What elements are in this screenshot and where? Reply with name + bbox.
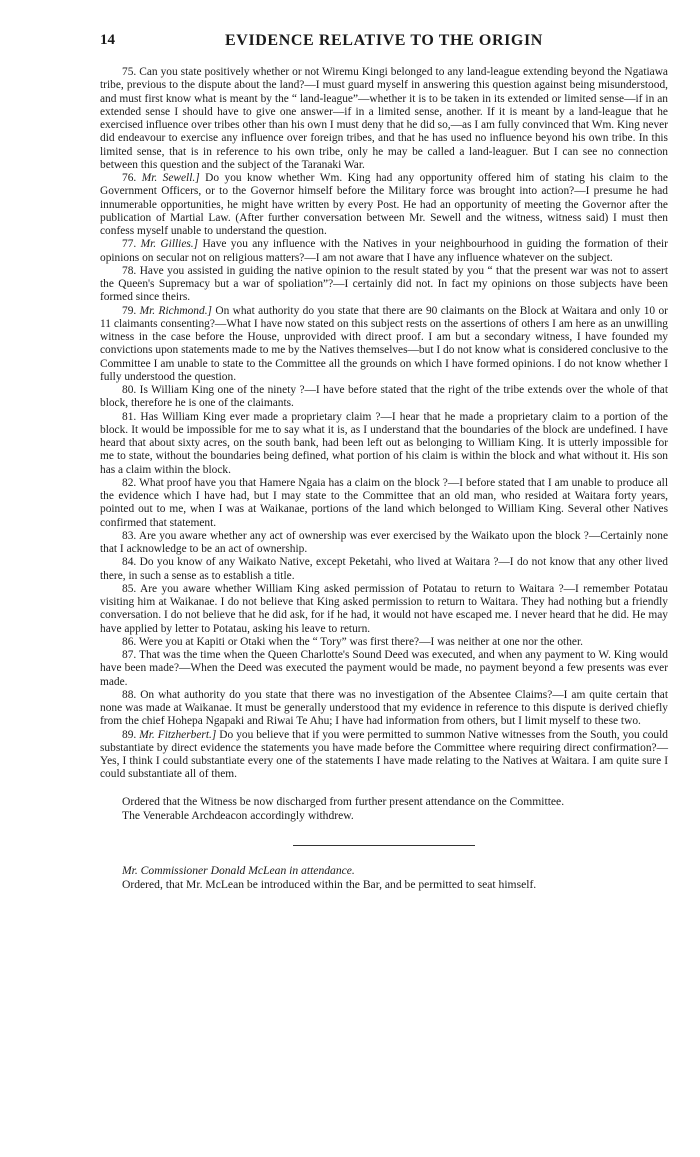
question-answer-text: Has William King ever made a proprietary claim ?—I hear that he made a proprietary claim to a portion of the block. It would be impossible for me to say what it is, as I understand that the boundaries of the block are undefined. I have heard that about sixty acres, on the south bank, had been left out as belonging to William King. It is utterly impossible for me to state, without the boundaries being defined, what portion of his claim is within the block and what without it. His son has a claim within the block. bbox=[100, 410, 668, 476]
question-answer-text: Do you know whether Wm. King had any opportunity offered him of stating his claim to the Government Officers, or to the Governor himself before the Military force was brought into action?—I presume he had innumerable opportunities, he might have written by every Post. He had an opportunity of meeting the Governor after the publication of Martial Law. (After further conversation between Mr. Sewell and the witness, witness said) I must then confess myself unable to understand the question. bbox=[100, 172, 668, 237]
attendance-section bbox=[100, 864, 668, 892]
evidence-paragraph bbox=[100, 556, 668, 583]
question-answer-text: Are you aware whether William King asked permission of Potatau to return to Waitara ?—I remember Potatau visiting him at Waikanae. I do not believe that King asked permission to return to Waitara. They had nothing but a friendly conversation. I do not believe that he did ask, for if he had, it would not have escaped me. I never heard that he did. He may have applied by letter to Potatau, asking his leave to return. bbox=[100, 582, 668, 635]
question-answer-text: On what authority do you state that there are 90 claimants on the Block at Waitara and only 10 or 11 claimants consenting?—What I have now stated on this subject rests on the assertions of others I am here as an unwilling witness in the case before the House, unprovided with direct proof. I am but a secondary witness, I have founded my convictions upon statements made to me by the Natives themselves—but I do not know what is considered conclusive to the Committee I am unable to state to the Committee all the grounds on which I have formed opinions. I do not know whether I fully understood the question. bbox=[100, 304, 668, 383]
questioner-name: Mr. Sewell.] bbox=[141, 172, 200, 184]
evidence-paragraph bbox=[100, 305, 668, 385]
evidence-paragraph bbox=[100, 689, 668, 729]
evidence-paragraph bbox=[100, 66, 668, 172]
evidence-paragraph bbox=[100, 411, 668, 477]
question-number: 80. bbox=[122, 384, 137, 396]
evidence-paragraph bbox=[100, 530, 668, 557]
page-number: 14 bbox=[100, 32, 115, 48]
evidence-paragraph bbox=[100, 583, 668, 636]
evidence-paragraph bbox=[100, 729, 668, 782]
evidence-body bbox=[100, 66, 668, 892]
section-divider bbox=[293, 845, 475, 846]
question-answer-text: Do you believe that if you were permitted to summon Native witnesses from the South, you could substantiate by direct evidence the statements you have made before the Committee where requiring direct confirmation?—Yes, I think I could substantiate every one of the statements I have made relating to the Natives at Waitara. I am quite sure I could substantiate all of them. bbox=[100, 728, 668, 781]
evidence-paragraph bbox=[100, 265, 668, 305]
committee-orders bbox=[100, 795, 668, 823]
evidence-paragraph bbox=[100, 477, 668, 530]
question-answer-text: Have you any influence with the Natives in your neighbourhood in guiding the formation of their opinions on secular not on religious matters?—I am not aware that I have any influence whatever on the subject. bbox=[100, 238, 668, 264]
withdrawal-note: The Venerable Archdeacon accordingly withdrew. bbox=[122, 808, 354, 822]
running-title: EVIDENCE RELATIVE TO THE ORIGIN bbox=[225, 32, 543, 49]
questioner-name: Mr. Fitzherbert.] bbox=[139, 728, 217, 741]
evidence-paragraph bbox=[100, 238, 668, 265]
question-number: 78. bbox=[122, 264, 137, 277]
page-header bbox=[100, 32, 668, 52]
question-number: 85. bbox=[122, 582, 137, 595]
question-answer-text: What proof have you that Hamere Ngaia has a claim on the block ?—I before stated that I am unable to produce all the evidence which I have had, but I may state to the Committee that an old man, who resided at Waitara forty years, pointed out to me, when I was at Waikanae, portions of the land which belonged to William King. Several other Natives confirmed that statement. bbox=[100, 476, 668, 529]
question-number: 86. bbox=[122, 635, 137, 648]
discharge-order: Ordered that the Witness be now discharged from further present attendance on the Committee. bbox=[122, 794, 565, 808]
question-answer-text: That was the time when the Queen Charlotte's Sound Deed was executed, and when any payment to W. King would have been made?—When the Deed was executed the payment would be made, no payment beyond a few presents was ever made. bbox=[100, 649, 668, 688]
question-answer-text: Is William King one of the ninety ?—I have before stated that the right of the tribe extends over the whole of that block, therefore he is one of the claimants. bbox=[100, 384, 668, 410]
question-number: 75. bbox=[122, 66, 137, 78]
question-answer-text: Do you know of any Waikato Native, except Peketahi, who lived at Waitara ?—I do not know that any other lived there, in such a sense as to establish a title. bbox=[100, 556, 668, 582]
question-number: 77. bbox=[122, 238, 137, 251]
question-number: 89. bbox=[122, 728, 137, 741]
question-number: 81. bbox=[122, 410, 137, 423]
evidence-paragraph bbox=[100, 649, 668, 689]
question-number: 87. bbox=[122, 649, 137, 661]
question-answer-text: On what authority do you state that there was no investigation of the Absentee Claims?—I am quite certain that none was made at Waikanae. It must be generally understood that my evidence in reference to this dispute is derived chiefly from the chief Hohepa Ngapaki and Riwai Te Ahu; I have had information from others, but I limit myself to these two. bbox=[100, 688, 668, 728]
questioner-name: Mr. Richmond.] bbox=[139, 304, 212, 317]
evidence-paragraph bbox=[100, 636, 668, 649]
question-number: 88. bbox=[122, 688, 137, 701]
question-number: 83. bbox=[122, 529, 137, 542]
questioner-name: Mr. Gillies.] bbox=[140, 238, 199, 251]
question-answer-text: Are you aware whether any act of ownership was ever exercised by the Waikato upon the block ?—Certainly none that I acknowledge to be an act of ownership. bbox=[100, 529, 669, 555]
question-answer-text: Were you at Kapiti or Otaki when the “ Tory” was first there?—I was neither at one nor the other. bbox=[138, 635, 583, 648]
question-answer-list bbox=[100, 66, 668, 782]
question-number: 84. bbox=[122, 556, 137, 569]
attendance-order: Ordered, that Mr. McLean be introduced within the Bar, and be permitted to seat himself. bbox=[122, 877, 537, 891]
question-number: 82. bbox=[122, 476, 137, 489]
evidence-paragraph bbox=[100, 172, 668, 238]
question-answer-text: Can you state positively whether or not Wiremu Kingi belonged to any land-league extending beyond the Ngatiawa tribe, previous to the dispute about the land?—I must guard myself in answering this question against being misunderstood, and must first know what is meant by the “ land-league”—whether it is to be taken in its extended or limited sense—if in an extended sense I should have to give one answer—if in a limited sense, another. If it is meant by a land-league that he exercised influence over tribes other than his own I must deny that he did so,—as I am fully convinced that Wm. King never did endeavour to exercise any influence over foreign tribes, and that he has used no influence beyond his own tribe. In this limited sense, that is in reference to his own tribe, only he may be called a land-leaguer. But I can see no connection between this question and the subject of the Taranaki War. bbox=[100, 66, 668, 171]
question-number: 76. bbox=[122, 172, 137, 184]
attendance-note: Mr. Commissioner Donald McLean in attendance. bbox=[122, 863, 355, 877]
question-answer-text: Have you assisted in guiding the native opinion to the result stated by you “ that the present war was not to assert the Queen's Supremacy but a war of spoliation”?—I certainly did not. In fact my opinions on those subjects have been formed since theirs. bbox=[100, 264, 668, 304]
question-number: 79. bbox=[122, 304, 137, 317]
evidence-paragraph bbox=[100, 384, 668, 411]
